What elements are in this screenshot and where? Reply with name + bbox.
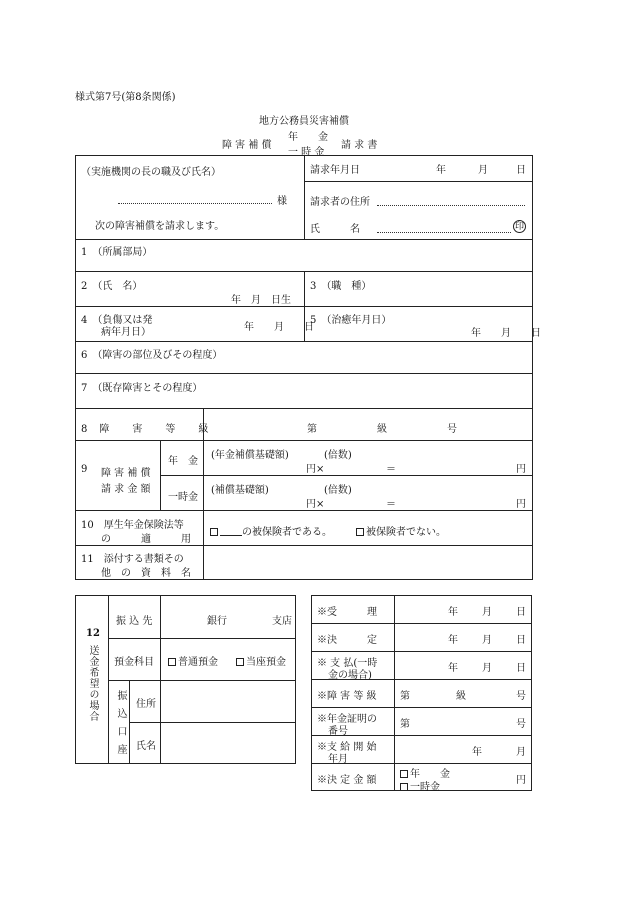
account-label: 振込口座 bbox=[115, 690, 126, 762]
amount-lump[interactable]: 一時金 bbox=[400, 778, 440, 793]
amount-label: ※決 定 金 額 bbox=[317, 775, 377, 786]
date-day: 日 bbox=[516, 165, 526, 176]
org-label: （実施機関の長の職及び氏名） bbox=[81, 167, 221, 178]
deposit-ordinary[interactable]: 普通預金 bbox=[168, 653, 218, 668]
r9b-eq: ＝ bbox=[386, 499, 396, 510]
start-label2: 年月 bbox=[328, 754, 348, 765]
row2-label: 2 （氏 名） bbox=[81, 281, 143, 292]
decision-day: 日 bbox=[516, 635, 526, 646]
row6-label: 6 （障害の部位及びその程度） bbox=[81, 350, 223, 361]
cert-v2: 号 bbox=[516, 719, 526, 730]
row8-label: 8 障 害 等 級 bbox=[81, 424, 210, 435]
date-label: 請求年月日 bbox=[310, 165, 360, 176]
amount-yen: 円 bbox=[516, 775, 526, 786]
row4-label1: 4 （負傷又は発 bbox=[81, 315, 153, 326]
date-month: 月 bbox=[478, 165, 488, 176]
account-address-label: 住所 bbox=[136, 699, 156, 710]
org-name-line[interactable] bbox=[118, 203, 272, 204]
bank-side-label: 送金希望の場合 bbox=[87, 645, 98, 722]
form-number: 様式第7号(第8条関係) bbox=[75, 92, 176, 103]
r9a-mult-label: (倍数) bbox=[324, 450, 352, 461]
row3-label: 3 （職 種） bbox=[310, 281, 372, 292]
date-year: 年 bbox=[436, 165, 446, 176]
cert-label1: ※年金証明の bbox=[317, 714, 377, 725]
checkbox-current[interactable] bbox=[236, 658, 244, 666]
start-month: 月 bbox=[516, 747, 526, 758]
grade-v1: 第 bbox=[400, 691, 410, 702]
row9-label2: 請 求 金 額 bbox=[101, 484, 151, 495]
grade-v3: 号 bbox=[516, 691, 526, 702]
row7-label: 7 （既存障害とその程度） bbox=[81, 383, 203, 394]
row11-label2: 他 の 資 料 名 bbox=[101, 568, 191, 579]
row4-label2: 病年月日） bbox=[101, 327, 151, 338]
bank-dest-label: 振 込 先 bbox=[116, 616, 153, 627]
deposit-current[interactable]: 当座預金 bbox=[236, 653, 286, 668]
row11-label1: 11 添付する書類その bbox=[81, 554, 184, 565]
receipt-month: 月 bbox=[482, 607, 492, 618]
request-text: 次の障害補償を請求します。 bbox=[95, 221, 225, 232]
decision-month: 月 bbox=[482, 635, 492, 646]
title-right: 請 求 書 bbox=[341, 140, 378, 151]
title-left: 障 害 補 償 bbox=[222, 140, 272, 151]
row9-pension-label: 年 金 bbox=[168, 456, 198, 467]
row2-date: 年 月 日生 bbox=[231, 295, 291, 306]
name-field[interactable] bbox=[377, 232, 511, 233]
row5-date: 年 月 日 bbox=[471, 328, 541, 339]
payment-label1: ※ 支 払(一時 bbox=[317, 658, 378, 669]
row9-number: 9 bbox=[81, 464, 88, 475]
title-lump: 一 時 金 bbox=[288, 147, 325, 158]
payment-month: 月 bbox=[482, 663, 492, 674]
r9a-base-label: (年金補償基礎額) bbox=[211, 450, 289, 461]
checkbox-ordinary[interactable] bbox=[168, 658, 176, 666]
payment-day: 日 bbox=[516, 663, 526, 674]
grade-label: ※障 害 等 級 bbox=[317, 691, 377, 702]
r9a-eq: ＝ bbox=[386, 464, 396, 475]
name-label: 氏 名 bbox=[310, 224, 360, 235]
receipt-label: ※受 理 bbox=[317, 607, 377, 618]
deposit-label: 預金科目 bbox=[114, 657, 154, 668]
bank-name-label: 銀行 bbox=[207, 616, 227, 627]
decision-year: 年 bbox=[448, 635, 458, 646]
title-pension: 年 金 bbox=[288, 132, 328, 143]
start-label1: ※支 給 開 始 bbox=[317, 742, 377, 753]
row1-label: 1 （所属部局） bbox=[81, 247, 153, 258]
row9-label1: 障 害 補 償 bbox=[101, 468, 151, 479]
decision-label: ※決 定 bbox=[317, 635, 377, 646]
r9b-end: 円 bbox=[516, 499, 526, 510]
address-label: 請求者の住所 bbox=[310, 197, 370, 208]
row10-option2[interactable]: 被保険者でない。 bbox=[356, 523, 446, 538]
r9a-yen: 円× bbox=[306, 464, 325, 475]
bank-branch-label: 支店 bbox=[272, 616, 292, 627]
r9b-base-label: (補償基礎額) bbox=[211, 485, 269, 496]
row9-lump-label: 一時金 bbox=[168, 492, 198, 503]
checkbox-not-insured[interactable] bbox=[356, 528, 364, 536]
amount-pension[interactable]: 年 金 bbox=[400, 765, 450, 780]
checkbox-insured[interactable] bbox=[210, 528, 218, 536]
row10-option1[interactable]: の被保険者である。 bbox=[210, 523, 332, 538]
row10-label2: の 適 用 bbox=[101, 534, 191, 545]
r9b-mult-label: (倍数) bbox=[324, 485, 352, 496]
sama: 様 bbox=[277, 196, 287, 207]
insurance-type-field[interactable] bbox=[220, 526, 242, 536]
address-field[interactable] bbox=[377, 205, 525, 206]
r9a-end: 円 bbox=[516, 464, 526, 475]
cert-v1: 第 bbox=[400, 719, 410, 730]
receipt-year: 年 bbox=[448, 607, 458, 618]
start-year: 年 bbox=[472, 747, 482, 758]
row10-label1: 10 厚生年金保険法等 bbox=[81, 520, 184, 531]
row5-label: 5 （治癒年月日） bbox=[310, 315, 392, 326]
cert-label2: 番号 bbox=[328, 726, 348, 737]
payment-label2: 金の場合) bbox=[328, 670, 372, 681]
seal-mark: 印 bbox=[514, 222, 524, 232]
title-line1: 地方公務員災害補償 bbox=[259, 116, 349, 127]
row4-date: 年 月 日 bbox=[244, 322, 314, 333]
r9b-yen: 円× bbox=[306, 499, 325, 510]
account-name-label: 氏名 bbox=[136, 741, 156, 752]
grade-v2: 級 bbox=[456, 691, 466, 702]
bank-number: 12 bbox=[86, 628, 100, 639]
receipt-day: 日 bbox=[516, 607, 526, 618]
checkbox-amount-lump[interactable] bbox=[400, 783, 408, 791]
checkbox-amount-pension[interactable] bbox=[400, 770, 408, 778]
payment-year: 年 bbox=[448, 663, 458, 674]
row8-grade: 第 級 号 bbox=[307, 424, 457, 435]
